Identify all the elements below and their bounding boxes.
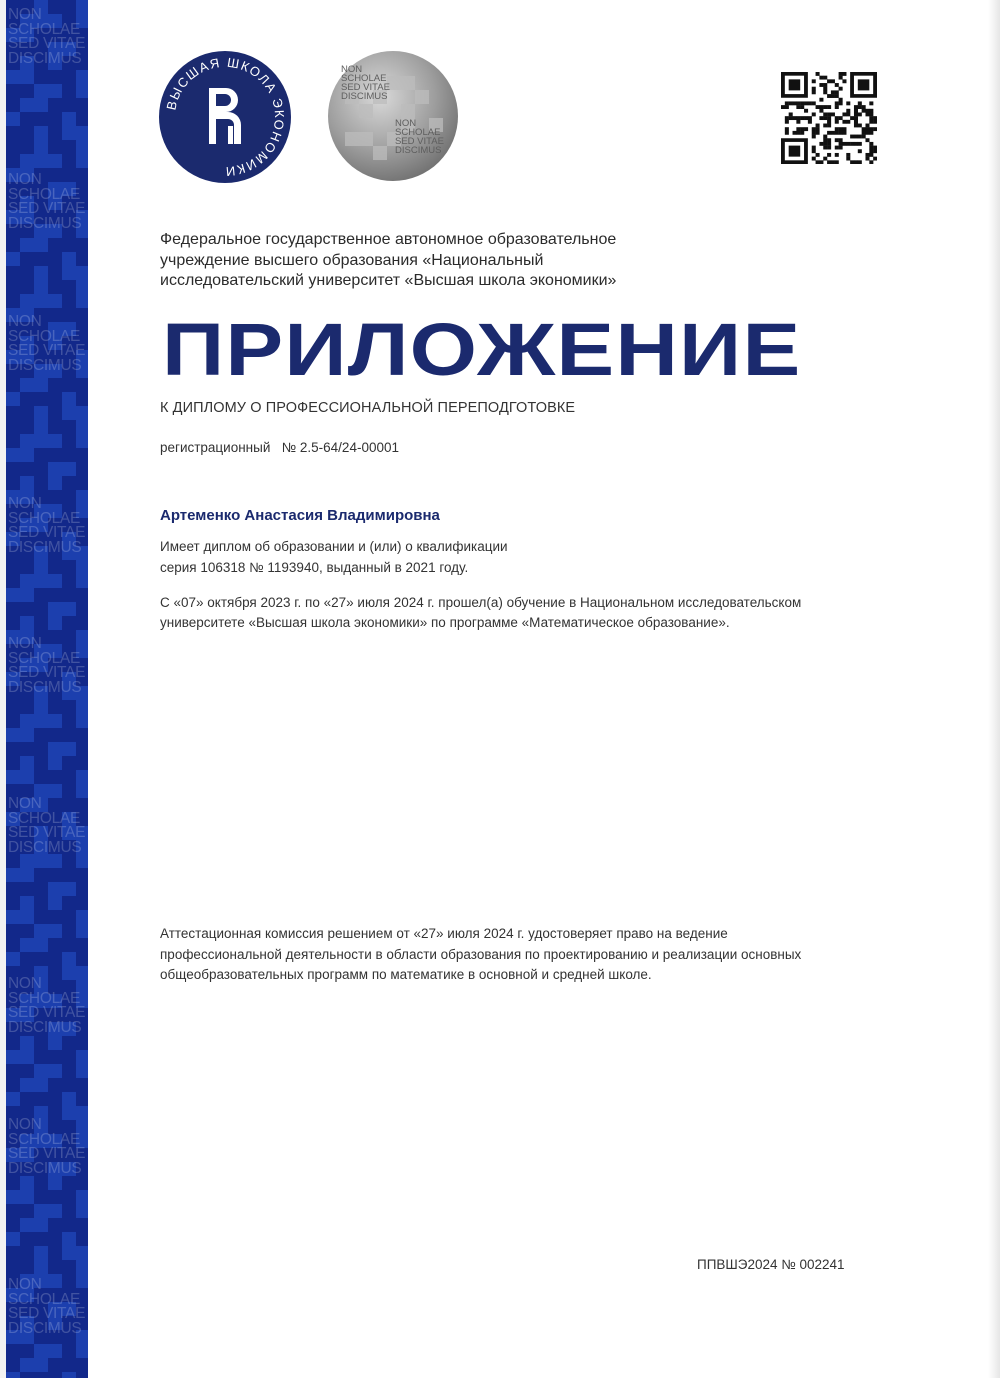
band-motto xyxy=(8,977,88,1035)
non-scholae-seal xyxy=(327,50,459,182)
band-motto-line: DISCIMUS xyxy=(8,214,82,232)
band-motto-line: SCHOLAE xyxy=(8,20,80,38)
prior-diploma-line: серия 106318 № 1193940, выданный в 2021 году. xyxy=(160,560,469,575)
band-motto-line: DISCIMUS xyxy=(8,1159,82,1177)
band-motto-line: NON xyxy=(8,1276,42,1293)
band-motto xyxy=(8,173,88,231)
band-motto-line: SED VITAE xyxy=(8,664,86,681)
qr-code xyxy=(781,72,877,164)
band-motto-line: NON xyxy=(8,975,42,992)
training-paragraph xyxy=(160,593,801,633)
holder-name: Артеменко Анастасия Владимировна xyxy=(160,507,440,524)
band-motto-line: SCHOLAE xyxy=(8,185,80,203)
band-motto-line: NON xyxy=(8,171,42,188)
band-motto-line: SED VITAE xyxy=(8,824,86,841)
seal-motto-line: SED VITAE xyxy=(341,82,390,93)
band-motto-line: SED VITAE xyxy=(8,200,86,217)
ornamental-band xyxy=(6,0,88,1378)
training-line: С «07» октября 2023 г. по «27» июля 2024 г. прошел(а) обучение в Национальном исследовательском xyxy=(160,595,802,610)
band-motto-line: DISCIMUS xyxy=(8,1319,82,1337)
seal-motto-line: DISCIMUS xyxy=(395,145,442,156)
band-motto-line: SED VITAE xyxy=(8,1305,86,1322)
band-motto-line: SCHOLAE xyxy=(8,509,80,527)
document-subtitle: К ДИПЛОМУ О ПРОФЕССИОНАЛЬНОЙ ПЕРЕПОДГОТОВКЕ xyxy=(160,400,576,416)
hse-emblem-text: ВЫСШАЯ ШКОЛА ЭКОНОМИКИ xyxy=(163,54,288,180)
prior-diploma-line: Имеет диплом об образовании и (или) о квалификации xyxy=(160,539,508,554)
seal-motto-line: DISCIMUS xyxy=(341,91,388,102)
band-motto-line: SED VITAE xyxy=(8,35,86,52)
band-motto-line: DISCIMUS xyxy=(8,538,82,556)
band-motto-line: NON xyxy=(8,6,42,23)
band-motto-line: NON xyxy=(8,313,42,330)
prior-diploma xyxy=(160,536,508,578)
band-motto xyxy=(8,797,88,855)
band-motto-line: SCHOLAE xyxy=(8,327,80,345)
band-motto xyxy=(8,1118,88,1176)
band-motto xyxy=(8,1278,88,1336)
document-serial-number: ППВШЭ2024 № 002241 xyxy=(697,1257,845,1272)
band-motto xyxy=(8,8,88,66)
band-motto-line: DISCIMUS xyxy=(8,1018,82,1036)
band-motto xyxy=(8,497,88,555)
hse-logo xyxy=(158,50,292,184)
seal-motto-line: NON xyxy=(341,64,363,75)
band-motto-line: DISCIMUS xyxy=(8,678,82,696)
seal-motto-line: SCHOLAE xyxy=(395,127,441,138)
registration-label: регистрационный xyxy=(160,440,271,455)
band-motto-line: SED VITAE xyxy=(8,524,86,541)
band-motto xyxy=(8,637,88,695)
seal-motto-line: SCHOLAE xyxy=(341,73,387,84)
attestation-line: профессиональной деятельности в области образования по проектированию и реализации основных xyxy=(160,946,802,962)
band-motto xyxy=(8,315,88,373)
attestation-paragraph xyxy=(160,924,801,986)
registration-number: № 2.5-64/24-00001 xyxy=(281,440,399,455)
seal-motto-line: NON xyxy=(395,118,417,129)
attestation-line: Аттестационная комиссия решением от «27» июля 2024 г. удостоверяет право на ведение xyxy=(160,926,728,941)
organization-line: исследовательский университет «Высшая школа экономики» xyxy=(160,272,617,289)
band-motto-line: SCHOLAE xyxy=(8,989,80,1007)
band-motto-line: NON xyxy=(8,1116,42,1133)
band-motto-line: SED VITAE xyxy=(8,342,86,359)
band-motto-line: DISCIMUS xyxy=(8,356,82,374)
registration-line xyxy=(160,440,399,455)
page-right-edge xyxy=(988,0,1000,1378)
training-line: университете «Высшая школа экономики» по программе «Математическое образование». xyxy=(160,615,730,630)
organization-line: учреждение высшего образования «Национальный xyxy=(160,251,544,269)
band-motto-line: SED VITAE xyxy=(8,1004,86,1021)
band-motto-line: NON xyxy=(8,795,42,812)
organization-name xyxy=(160,230,616,292)
seal-motto-line: SED VITAE xyxy=(395,136,444,147)
band-motto-line: NON xyxy=(8,495,42,512)
band-motto-line: NON xyxy=(8,635,42,652)
band-motto-line: SCHOLAE xyxy=(8,1290,80,1308)
band-motto-line: DISCIMUS xyxy=(8,49,82,67)
organization-line: Федеральное государственное автономное образовательное xyxy=(160,231,617,248)
band-motto-line: SCHOLAE xyxy=(8,809,80,827)
band-motto-line: SED VITAE xyxy=(8,1145,86,1162)
band-motto-line: DISCIMUS xyxy=(8,838,82,856)
document-title: ПРИЛОЖЕНИЕ xyxy=(162,308,802,391)
band-motto-line: SCHOLAE xyxy=(8,1130,80,1148)
band-motto-line: SCHOLAE xyxy=(8,649,80,667)
attestation-line: общеобразовательных программ по математике в основной и средней школе. xyxy=(160,967,652,982)
